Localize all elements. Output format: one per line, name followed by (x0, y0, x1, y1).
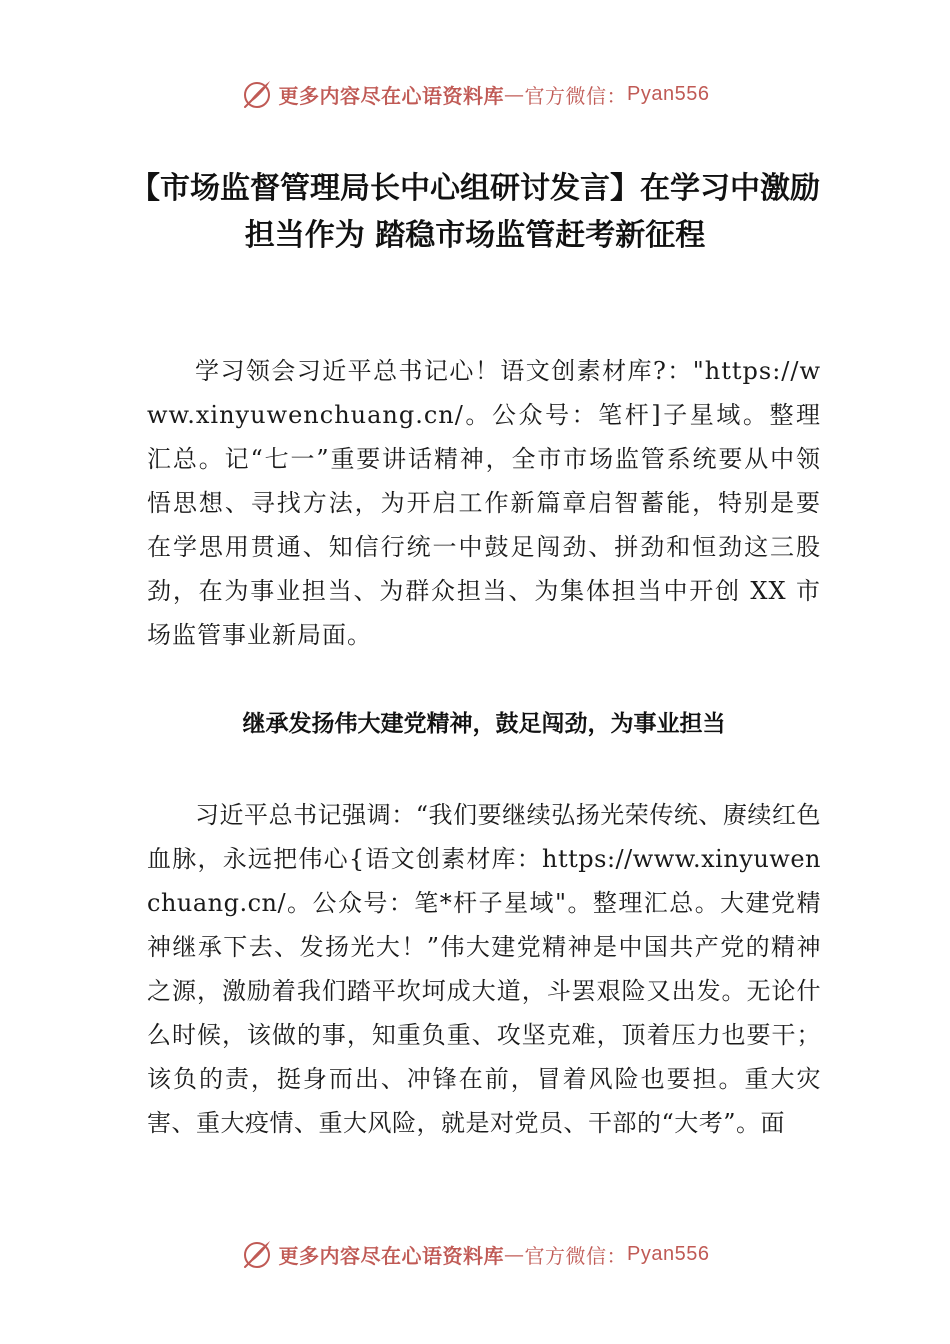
watermark-brand: 更多内容尽在心语资料库 (278, 83, 505, 108)
header-watermark (0, 74, 950, 114)
watermark-contact: 官方微信： (524, 1243, 628, 1268)
document-title: 【市场监督管理局长中心组研讨发言】在学习中激励担当作为 踏稳市场监管赶考新征程 (130, 171, 820, 253)
watermark-brand: 更多内容尽在心语资料库 (278, 1243, 505, 1268)
watermark-contact: 官方微信： (524, 83, 628, 108)
watermark-id: Pyan556 (627, 1242, 710, 1265)
body-paragraph-intro: 学习领会习近平总书记心！语文创素材库?："https://www.xinyuwenchuang.cn/。公众号：笔杆]子星域。整理汇总。记“七一”重要讲话精神，全市市场监管系统要从中领悟思想、寻找方法，为开启工作新篇章启智蓄能，特别是要在学思用贯通、知信行统一中鼓足闯劲、拼劲和恒劲这三股劲，在为事业担当、为群众担当、为集体担当中开创 XX 市场监管事业新局面。 (147, 357, 821, 649)
watermark-separator: — (504, 82, 525, 106)
watermark-id: Pyan556 (627, 82, 710, 105)
section-heading: 继承发扬伟大建党精神，鼓足闯劲，为事业担当 (242, 711, 726, 737)
feather-pen-circle-icon (241, 1238, 273, 1270)
feather-pen-circle-icon (241, 78, 273, 110)
footer-watermark (0, 1234, 950, 1274)
body-paragraph-section-1: 习近平总书记强调：“我们要继续弘扬光荣传统、赓续红色血脉，永远把伟心{语文创素材库：https://www.xinyuwenchuang.cn/。公众号：笔*杆子星域"。整理汇总。大建党精神继承下去、发扬光大！”伟大建党精神是中国共产党的精神之源，激励着我们踏平坎坷成大道，斗罢艰险又出发。无论什么时候，该做的事，知重负重、攻坚克难，顶着压力也要干；该负的责，挺身而出、冲锋在前，冒着风险也要担。重大灾害、重大疫情、重大风险，就是对党员、干部的“大考”。面 (147, 801, 821, 1137)
watermark-separator: — (504, 1242, 525, 1266)
